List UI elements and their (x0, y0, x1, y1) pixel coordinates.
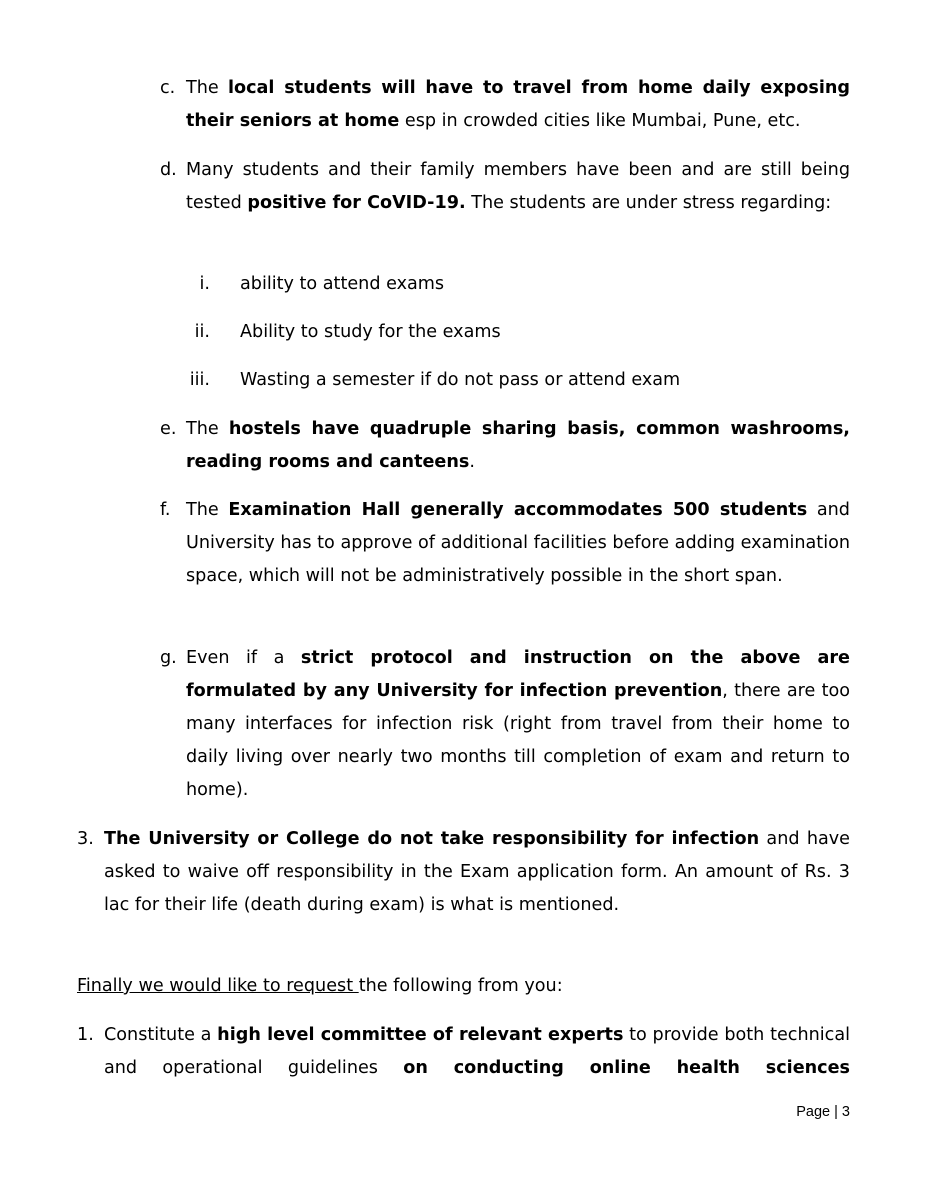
list-item-text (186, 72, 850, 138)
text-run: Constitute a (104, 1025, 218, 1045)
sublist-item-ii (160, 316, 850, 349)
list-marker: f. (160, 500, 171, 520)
list-item-text (186, 154, 850, 220)
list-marker: d. (160, 160, 177, 180)
text-run: The (186, 500, 229, 520)
list-item-text: ability to attend exams (240, 274, 445, 294)
request-intro (77, 970, 850, 1003)
list-item-text (186, 413, 850, 479)
underlined-phrase: Finally we would like to request (77, 976, 359, 996)
list-item-3 (77, 823, 850, 922)
text-run: Even if a (186, 648, 301, 668)
text-run: Many students and their family members have been and are still being tested (186, 160, 850, 213)
list-marker: e. (160, 419, 177, 439)
list-marker: ii. (194, 322, 210, 342)
list-marker: i. (199, 274, 210, 294)
text-run: and have asked to waive off responsibility in the Exam application form. An amount of Rs. 3 lac for their life (death during exam) is what is mentioned. (104, 829, 850, 915)
list-marker: c. (160, 78, 176, 98)
list-marker: g. (160, 648, 177, 668)
list-marker: 1. (77, 1025, 94, 1045)
text-run: The (186, 419, 229, 439)
list-item-text (186, 642, 850, 807)
list-item-f (160, 494, 850, 593)
bold-run: local students will have to travel from home daily exposing their seniors at home (186, 78, 850, 131)
list-item-text: Wasting a semester if do not pass or attend exam (240, 370, 681, 390)
bold-run: positive for CoVID-19. (247, 193, 466, 213)
request-item-1 (77, 1019, 850, 1085)
bold-run: on conducting online health sciences (403, 1058, 851, 1078)
list-item-text: Ability to study for the exams (240, 322, 501, 342)
list-item-text (186, 494, 850, 593)
bold-run: strict protocol and instruction on the above are formulated by any University for infection prevention (186, 648, 850, 701)
page-number: Page | 3 (796, 1104, 850, 1120)
list-item-e (160, 413, 850, 479)
text-run: esp in crowded cities like Mumbai, Pune, etc. (399, 111, 801, 131)
list-marker: 3. (77, 829, 94, 849)
bold-run: hostels have quadruple sharing basis, common washrooms, reading rooms and canteens (186, 419, 850, 472)
bold-run: high level committee of relevant experts (217, 1025, 624, 1045)
bold-run: The University or College do not take responsibility for infection (104, 829, 760, 849)
text-run: The (186, 78, 228, 98)
text-run: and University has to approve of additional facilities before adding examination space, which will not be administratively possible in the short span. (186, 500, 850, 586)
request-rest: the following from you: (358, 976, 563, 996)
text-run: to provide both technical and operational guidelines (104, 1025, 850, 1078)
list-item-d (160, 154, 850, 220)
sublist-item-iii (160, 364, 850, 397)
text-run: The students are under stress regarding: (465, 193, 832, 213)
text-run: , there are too many interfaces for infection risk (right from travel from their home to daily living over nearly two months till completion of exam and return to home). (186, 681, 851, 800)
text-run: . (469, 452, 475, 472)
list-item-c (160, 72, 850, 138)
list-item-g (160, 642, 850, 807)
list-item-text (104, 1019, 850, 1085)
list-item-text (104, 823, 850, 922)
sublist-item-i (160, 268, 850, 301)
bold-run: Examination Hall generally accommodates 500 students (228, 500, 808, 520)
list-marker: iii. (189, 370, 210, 390)
